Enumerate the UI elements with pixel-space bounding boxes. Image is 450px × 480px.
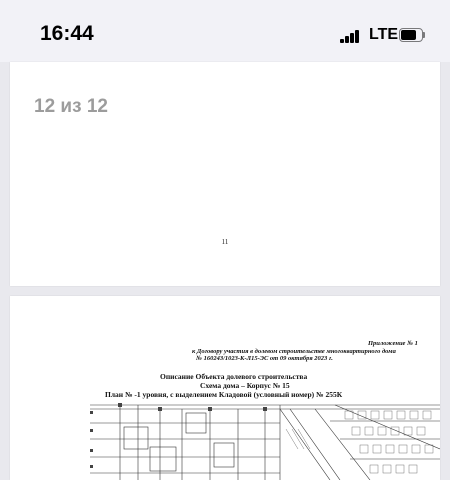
status-bar xyxy=(0,0,450,62)
battery-icon xyxy=(399,28,425,42)
appendix-title: Приложение № 1 xyxy=(368,340,418,347)
document-subtitle: Схема дома – Корпус № 15 xyxy=(200,381,290,390)
page-number: 11 xyxy=(221,238,229,246)
document-subtitle: План № -1 уровня, с выделением Кладовой (условный номер) № 255К xyxy=(105,390,343,399)
document-title: Описание Объекта долевого строительства xyxy=(160,372,308,381)
appendix-line: № 160243/1023-К-Л15-ЭС от 09 октября 2023 г. xyxy=(196,355,333,362)
appendix-line: к Договору участия в долевом строительстве многоквартирного дома xyxy=(192,348,396,355)
clock: 16:44 xyxy=(40,22,94,45)
document-page[interactable] xyxy=(10,296,440,480)
document-page[interactable] xyxy=(10,62,440,286)
page-indicator: 12 из 12 xyxy=(34,96,108,117)
signal-strength-icon xyxy=(340,29,360,43)
floor-plan-drawing xyxy=(90,399,440,480)
network-type: LTE xyxy=(369,26,399,43)
